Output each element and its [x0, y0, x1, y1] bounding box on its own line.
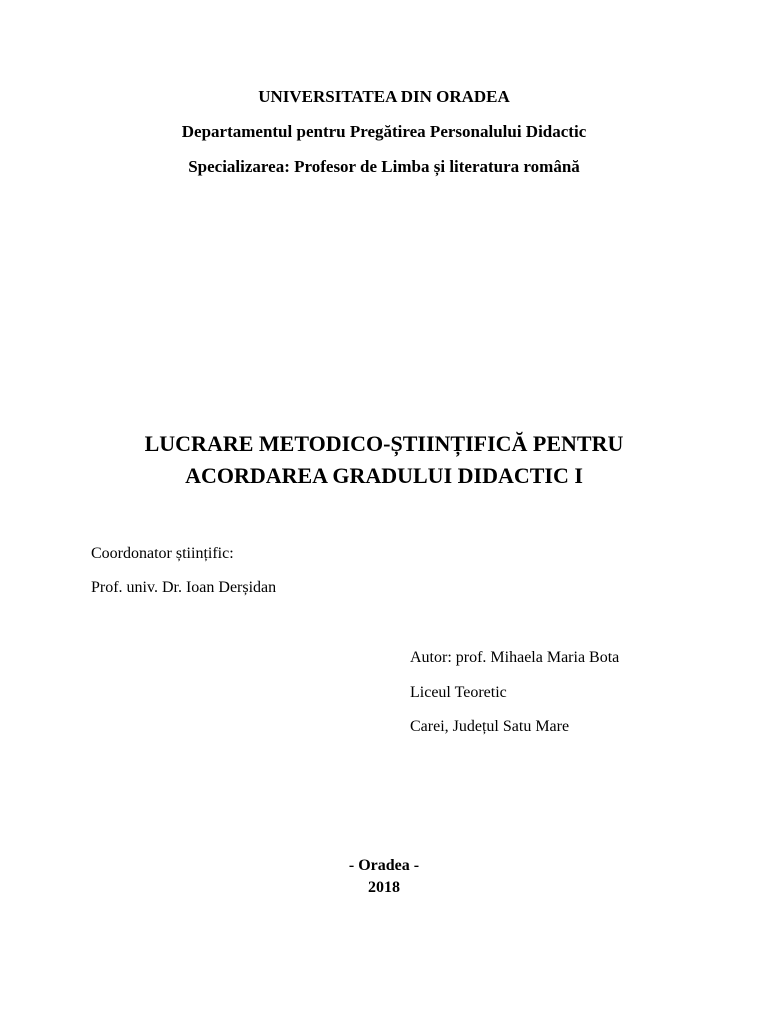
footer-city: - Oradea -: [348, 857, 420, 874]
specialization: Specializarea: Profesor de Limba și literatura română: [188, 157, 580, 176]
coordinator-name: Prof. univ. Dr. Ioan Derșidan: [91, 579, 277, 596]
thesis-title-line-2: ACORDAREA GRADULUI DIDACTIC I: [185, 463, 583, 488]
author-name: Autor: prof. Mihaela Maria Bota: [410, 649, 620, 666]
author-school: Liceul Teoretic: [410, 684, 507, 701]
author-location: Carei, Județul Satu Mare: [410, 718, 570, 735]
university-name: UNIVERSITATEA DIN ORADEA: [258, 87, 510, 106]
department-name: Departamentul pentru Pregătirea Personalului Didactic: [181, 122, 587, 141]
footer-year: 2018: [368, 879, 400, 896]
thesis-title-line-1: LUCRARE METODICO-ȘTIINȚIFICĂ PENTRU: [144, 431, 624, 456]
coordinator-label: Coordonator științific:: [91, 545, 234, 562]
